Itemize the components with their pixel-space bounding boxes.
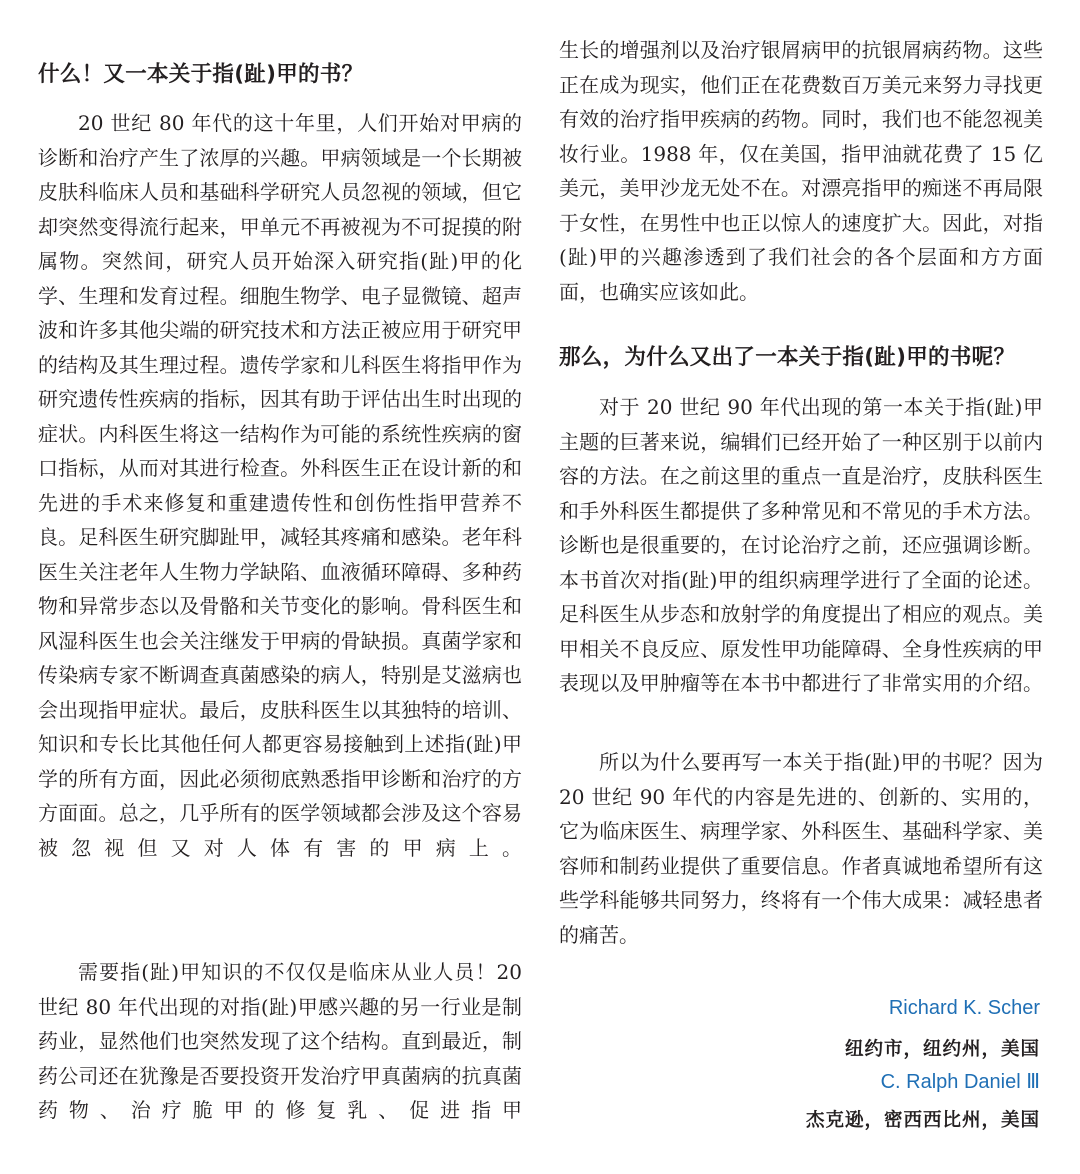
paragraph-2: 需要指(趾)甲知识的不仅仅是临床从业人员！20 世纪 80 年代出现的对指(趾)甲感兴趣的另一行业是制药业，显然他们也突然发现了这个结构。直到最近，制药公司还在犹豫是否要投资开发治疗甲真菌病的抗真菌药物、治疗脆甲的修复乳、促进指甲 — [38, 960, 522, 1122]
paragraph-4: 所以为什么要再写一本关于指(趾)甲的书呢？因为 20 世纪 90 年代的内容是先进的、创新的、实用的，它为临床医生、病理学家、外科医生、基础科学家、美容师和制药业提供了重要信息。作者真诚地希望所有这些学科能够共同努力，终将有一个伟大成果：减轻患者的痛苦。 — [559, 750, 1043, 947]
author-location-1: 纽约市，纽约州，美国 — [844, 1039, 1040, 1060]
author-name-2: C. Ralph Daniel Ⅲ — [880, 1071, 1040, 1093]
paragraph-continued: 生长的增强剂以及治疗银屑病甲的抗银屑病药物。这些正在成为现实，他们正在花费数百万美元来努力寻找更有效的治疗指甲疾病的药物。同时，我们也不能忽视美妆行业。1988 年，仅在美国，指甲油就花费了 15 亿美元，美甲沙龙无处不在。对漂亮指甲的痴迷不再局限于女性，在男性中也正以惊人的速度扩大。因此，对指(趾)甲的兴趣渗透到了我们社会的各个层面和方方面面，也确实应该如此。 — [559, 38, 1043, 304]
author-location-2: 杰克逊，密西西比州，美国 — [805, 1110, 1040, 1131]
section-heading-1: 什么！又一本关于指(趾)甲的书？ — [38, 62, 364, 87]
paragraph-1: 20 世纪 80 年代的这十年里，人们开始对甲病的诊断和治疗产生了浓厚的兴趣。甲病领域是一个长期被皮肤科临床人员和基础科学研究人员忽视的领域，但它却突然变得流行起来，甲单元不再被视为不可捉摸的附属物。突然间，研究人员开始深入研究指(趾)甲的化学、生理和发育过程。细胞生物学、电子显微镜、超声波和许多其他尖端的研究技术和方法正被应用于研究甲的结构及其生理过程。遗传学家和儿科医生将指甲作为研究遗传性疾病的指标，因其有助于评估出生时出现的症状。内科医生将这一结构作为可能的系统性疾病的窗口指标，从而对其进行检查。外科医生正在设计新的和先进的手术来修复和重建遗传性和创伤性指甲营养不良。足科医生研究脚趾甲，减轻其疼痛和感染。老年科医生关注老年人生物力学缺陷、血液循环障碍、多种药物和异常步态以及骨骼和关节变化的影响。骨科医生和风湿科医生也会关注继发于甲病的骨缺损。真菌学家和传染病专家不断调查真菌感染的病人，特别是艾滋病也会出现指甲症状。最后，皮肤科医生以其独特的培训、知识和专长比其他任何人都更容易接触到上述指(趾)甲学的所有方面，因此必须彻底熟悉指甲诊断和治疗的方方面面。总之，几乎所有的医学领域都会涉及这个容易被忽视但又对人体有害的甲病上。 — [38, 111, 522, 860]
author-name-1: Richard K. Scher — [888, 997, 1040, 1019]
section-heading-2: 那么，为什么又出了一本关于指(趾)甲的书呢？ — [559, 345, 1016, 370]
paragraph-3: 对于 20 世纪 90 年代出现的第一本关于指(趾)甲主题的巨著来说，编辑们已经开始了一种区别于以前内容的方法。在之前这里的重点一直是治疗，皮肤科医生和手外科医生都提供了多种常见和不常见的手术方法。诊断也是很重要的，在讨论治疗之前，还应强调诊断。本书首次对指(趾)甲的组织病理学进行了全面的论述。足科医生从步态和放射学的角度提出了相应的观点。美甲相关不良反应、原发性甲功能障碍、全身性疾病的甲表现以及甲肿瘤等在本书中都进行了非常实用的介绍。 — [559, 395, 1043, 695]
